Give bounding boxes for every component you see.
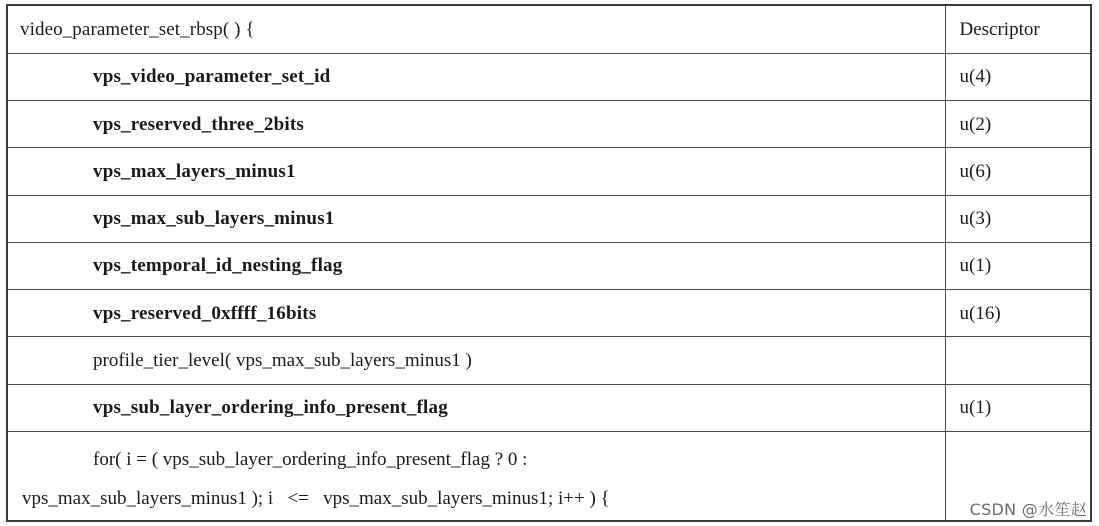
descriptor-cell: u(4) — [945, 53, 1090, 100]
syntax-element-cell: vps_max_sub_layers_minus1 — [8, 195, 945, 242]
watermark: CSDN @水笙赵 — [970, 497, 1087, 520]
descriptor-cell: u(1) — [945, 384, 1090, 431]
syntax-element-cell: vps_temporal_id_nesting_flag — [8, 242, 945, 289]
table-row — [8, 53, 1090, 100]
descriptor-cell: u(6) — [945, 148, 1090, 195]
descriptor-cell: u(16) — [945, 290, 1090, 337]
descriptor-cell: u(2) — [945, 101, 1090, 148]
descriptor-cell: u(3) — [945, 195, 1090, 242]
table-row — [8, 195, 1090, 242]
syntax-element-cell: vps_max_layers_minus1 — [8, 148, 945, 195]
syntax-table-frame — [6, 4, 1092, 522]
table-row — [8, 148, 1090, 195]
for-loop-line-2: vps_max_sub_layers_minus1 ); i <= vps_max_sub_layers_minus1; i++ ) { — [22, 487, 610, 509]
descriptor-cell: u(1) — [945, 242, 1090, 289]
syntax-element-cell: vps_video_parameter_set_id — [8, 53, 945, 100]
function-call-cell: profile_tier_level( vps_max_sub_layers_minus1 ) — [8, 337, 945, 384]
syntax-element-cell: vps_reserved_three_2bits — [8, 101, 945, 148]
table-row — [8, 242, 1090, 289]
syntax-element-cell: vps_sub_layer_ordering_info_present_flag — [8, 384, 945, 431]
header-syntax-cell: video_parameter_set_rbsp( ) { — [8, 6, 945, 53]
vps-syntax-table — [8, 6, 1090, 520]
table-row — [8, 384, 1090, 431]
for-loop-cell — [8, 431, 945, 520]
header-descriptor-cell: Descriptor — [945, 6, 1090, 53]
table-row-loop — [8, 431, 1090, 520]
for-loop-line-1: for( i = ( vps_sub_layer_ordering_info_present_flag ? 0 : — [93, 448, 528, 470]
syntax-element-cell: vps_reserved_0xffff_16bits — [8, 290, 945, 337]
table-row — [8, 101, 1090, 148]
descriptor-cell — [945, 337, 1090, 384]
table-row — [8, 337, 1090, 384]
table-row — [8, 290, 1090, 337]
table-header-row — [8, 6, 1090, 53]
